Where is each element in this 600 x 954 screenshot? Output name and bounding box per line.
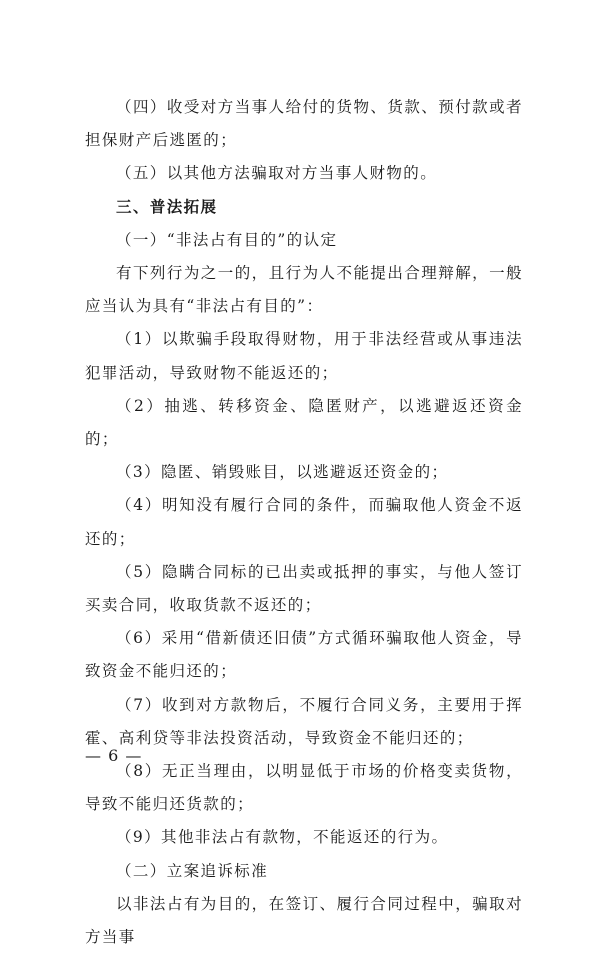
page-number: — 6 —: [85, 746, 143, 765]
paragraph: 有下列行为之一的，且行为人不能提出合理辩解，一般应当认为具有“非法占有目的”：: [85, 264, 523, 316]
paragraph: （一）“非法占有目的”的认定: [116, 230, 338, 249]
paragraph: （9）其他非法占有款物，不能返还的行为。: [116, 828, 449, 847]
paragraph: （2）抽逃、转移资金、隐匿财产，以逃避返还资金的；: [85, 396, 523, 449]
paragraph: （5）隐瞒合同标的已出卖或抵押的事实，与他人签订买卖合同，收取货款不返还的；: [85, 562, 523, 615]
paragraph: （五）以其他方法骗取对方当事人财物的。: [116, 164, 438, 183]
section-heading: 三、普法拓展: [116, 197, 218, 216]
paragraph: （6）采用“借新债还旧债”方式循环骗取他人资金，导致资金不能归还的；: [85, 629, 523, 681]
paragraph: （二）立案追诉标准: [116, 861, 269, 880]
paragraph: （四）收受对方当事人给付的货物、货款、预付款或者担保财产后逃匿的；: [85, 98, 523, 150]
document-body: [85, 91, 523, 954]
paragraph: 以非法占有为目的，在签订、履行合同过程中，骗取对方当事: [85, 894, 523, 947]
paragraph: （4）明知没有履行合同的条件，而骗取他人资金不返还的；: [85, 496, 523, 548]
paragraph: （8）无正当理由，以明显低于市场的价格变卖货物，导致不能归还货款的；: [85, 762, 523, 814]
paragraph: （3）隐匿、销毁账目，以逃避返还资金的；: [116, 463, 449, 482]
paragraph: （7）收到对方款物后，不履行合同义务，主要用于挥霍、高利贷等非法投资活动，导致资金不能归还的；: [85, 695, 523, 747]
paragraph: （1）以欺骗手段取得财物，用于非法经营或从事违法犯罪活动，导致财物不能返还的；: [85, 330, 523, 382]
